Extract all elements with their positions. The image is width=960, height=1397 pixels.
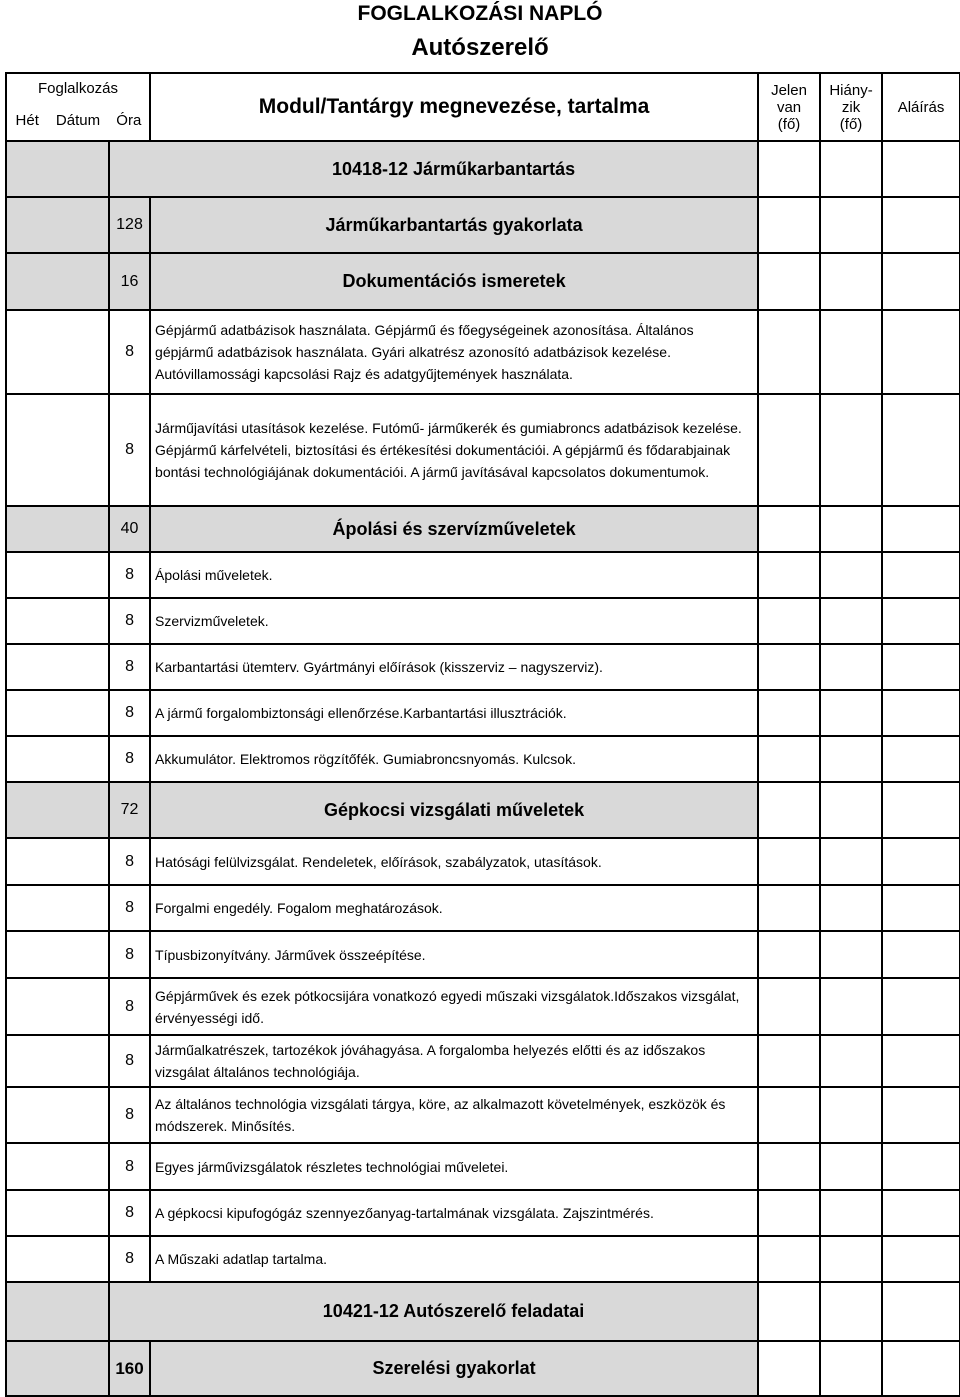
hianyzik-cell[interactable] bbox=[820, 931, 882, 978]
jelen-van-unit: (fő) bbox=[777, 115, 801, 133]
hianyzik-cell[interactable] bbox=[820, 141, 882, 197]
jelen-van-cell[interactable] bbox=[758, 736, 820, 782]
het-datum-cell[interactable] bbox=[6, 838, 109, 885]
alairas-cell[interactable] bbox=[882, 598, 960, 644]
hours-cell: 8 bbox=[109, 598, 150, 644]
het-datum-cell[interactable] bbox=[6, 690, 109, 736]
module-row bbox=[6, 1282, 960, 1341]
hours-cell: 128 bbox=[109, 197, 150, 253]
foglalkozas-label: Foglalkozás bbox=[37, 80, 119, 97]
hours-cell: 8 bbox=[109, 736, 150, 782]
hours-cell: 8 bbox=[109, 931, 150, 978]
jelen-van-cell[interactable] bbox=[758, 978, 820, 1035]
hianyzik-cell[interactable] bbox=[820, 394, 882, 506]
subject-row bbox=[6, 1341, 960, 1396]
content-row bbox=[6, 598, 960, 644]
topic-title: Gépkocsi vizsgálati műveletek bbox=[150, 782, 758, 838]
content-row bbox=[6, 1190, 960, 1236]
log-table bbox=[5, 72, 960, 1397]
jelen-van-cell[interactable] bbox=[758, 690, 820, 736]
hianyzik-cell[interactable] bbox=[820, 598, 882, 644]
het-datum-cell[interactable] bbox=[6, 1087, 109, 1143]
hours-cell: 8 bbox=[109, 1190, 150, 1236]
topic-row bbox=[6, 782, 960, 838]
content-row bbox=[6, 394, 960, 506]
het-datum-cell[interactable] bbox=[6, 552, 109, 598]
jelen-van-cell[interactable] bbox=[758, 394, 820, 506]
content-text: Ápolási műveletek. bbox=[150, 552, 758, 598]
alairas-cell[interactable] bbox=[882, 1236, 960, 1282]
het-datum-cell[interactable] bbox=[6, 978, 109, 1035]
jelen-van-cell[interactable] bbox=[758, 885, 820, 931]
alairas-cell[interactable] bbox=[882, 506, 960, 552]
hianyzik-cell[interactable] bbox=[820, 1190, 882, 1236]
het-datum-cell[interactable] bbox=[6, 1282, 109, 1341]
het-datum-cell[interactable] bbox=[6, 885, 109, 931]
content-text: Forgalmi engedély. Fogalom meghatározások. bbox=[150, 885, 758, 931]
page-subtitle: Autószerelő bbox=[411, 34, 549, 61]
hours-cell bbox=[109, 1282, 150, 1341]
topic-title: Ápolási és szervízműveletek bbox=[150, 506, 758, 552]
hours-cell: 8 bbox=[109, 690, 150, 736]
content-row bbox=[6, 552, 960, 598]
jelen-van-cell[interactable] bbox=[758, 1190, 820, 1236]
hours-cell: 8 bbox=[109, 394, 150, 506]
het-datum-cell[interactable] bbox=[6, 394, 109, 506]
content-row bbox=[6, 885, 960, 931]
jelen-van-label: Jelen van bbox=[771, 81, 807, 116]
hianyzik-cell[interactable] bbox=[820, 885, 882, 931]
jelen-van-cell[interactable] bbox=[758, 141, 820, 197]
hours-cell: 72 bbox=[109, 782, 150, 838]
content-row bbox=[6, 1236, 960, 1282]
alairas-cell[interactable] bbox=[882, 253, 960, 310]
content-text: Szervizműveletek. bbox=[150, 598, 758, 644]
hianyzik-cell[interactable] bbox=[820, 253, 882, 310]
ora-label: Óra bbox=[116, 112, 142, 129]
het-datum-cell[interactable] bbox=[6, 506, 109, 552]
alairas-cell[interactable] bbox=[882, 1087, 960, 1143]
jelen-van-header bbox=[758, 73, 820, 141]
alairas-cell[interactable] bbox=[882, 141, 960, 197]
jelen-van-cell[interactable] bbox=[758, 552, 820, 598]
het-datum-cell[interactable] bbox=[6, 310, 109, 394]
hianyzik-cell[interactable] bbox=[820, 552, 882, 598]
topic-title: Dokumentációs ismeretek bbox=[150, 253, 758, 310]
content-row bbox=[6, 736, 960, 782]
topic-row bbox=[6, 253, 960, 310]
hianyzik-cell[interactable] bbox=[820, 644, 882, 690]
het-datum-cell[interactable] bbox=[6, 1341, 109, 1396]
hianyzik-cell[interactable] bbox=[820, 197, 882, 253]
content-text: Hatósági felülvizsgálat. Rendeletek, előírások, szabályzatok, utasítások. bbox=[150, 838, 758, 885]
content-text: Egyes járművizsgálatok részletes technológiai műveletei. bbox=[150, 1143, 758, 1190]
jelen-van-cell[interactable] bbox=[758, 1341, 820, 1396]
alairas-cell[interactable] bbox=[882, 736, 960, 782]
hours-cell: 16 bbox=[109, 253, 150, 310]
het-datum-cell[interactable] bbox=[6, 1190, 109, 1236]
jelen-van-cell[interactable] bbox=[758, 506, 820, 552]
module-title: 10418-12 Járműkarbantartás bbox=[150, 141, 758, 197]
datum-label: Dátum bbox=[55, 112, 101, 129]
het-datum-cell[interactable] bbox=[6, 931, 109, 978]
het-datum-cell[interactable] bbox=[6, 141, 109, 197]
hours-cell: 8 bbox=[109, 310, 150, 394]
content-text: Típusbizonyítvány. Járművek összeépítése. bbox=[150, 931, 758, 978]
alairas-cell[interactable] bbox=[882, 197, 960, 253]
hianyzik-cell[interactable] bbox=[820, 736, 882, 782]
content-text: Járműalkatrészek, tartozékok jóváhagyása. A forgalomba helyezés előtti és az időszakos vizsgálat általános technológiája. bbox=[150, 1035, 758, 1087]
hianyzik-cell[interactable] bbox=[820, 1341, 882, 1396]
content-text: A gépkocsi kipufogógáz szennyezőanyag-tartalmának vizsgálata. Zajszintmérés. bbox=[150, 1190, 758, 1236]
jelen-van-cell[interactable] bbox=[758, 598, 820, 644]
jelen-van-cell[interactable] bbox=[758, 838, 820, 885]
hianyzik-cell[interactable] bbox=[820, 1035, 882, 1087]
modul-header: Modul/Tantárgy megnevezése, tartalma bbox=[150, 73, 758, 141]
content-text: Gépjármű adatbázisok használata. Gépjármű és főegységeinek azonosítása. Általános gépjármű adatbázisok használata. Gyári alkatrész azonosító adatbázisok kezelése. Autóvillamossági kapcsolási Rajz és adatgyűjtemények használata. bbox=[150, 310, 758, 394]
content-row bbox=[6, 1035, 960, 1087]
jelen-van-cell[interactable] bbox=[758, 253, 820, 310]
hours-cell: 8 bbox=[109, 978, 150, 1035]
hours-cell: 8 bbox=[109, 1236, 150, 1282]
content-text: Akkumulátor. Elektromos rögzítőfék. Gumiabroncsnyomás. Kulcsok. bbox=[150, 736, 758, 782]
hianyzik-cell[interactable] bbox=[820, 978, 882, 1035]
alairas-cell[interactable] bbox=[882, 644, 960, 690]
hianyzik-cell[interactable] bbox=[820, 1087, 882, 1143]
hours-cell: 8 bbox=[109, 838, 150, 885]
content-row bbox=[6, 644, 960, 690]
content-row bbox=[6, 1143, 960, 1190]
hianyzik-cell[interactable] bbox=[820, 1143, 882, 1190]
content-text: Az általános technológia vizsgálati tárgya, köre, az alkalmazott követelmények, eszközök és módszerek. Minősítés. bbox=[150, 1087, 758, 1143]
het-datum-cell[interactable] bbox=[6, 253, 109, 310]
foglalkozas-header bbox=[6, 73, 150, 141]
het-datum-cell[interactable] bbox=[6, 1236, 109, 1282]
jelen-van-cell[interactable] bbox=[758, 1282, 820, 1341]
alairas-cell[interactable] bbox=[882, 1341, 960, 1396]
hours-cell: 40 bbox=[109, 506, 150, 552]
alairas-cell[interactable] bbox=[882, 1143, 960, 1190]
content-row bbox=[6, 690, 960, 736]
hianyzik-unit: (fő) bbox=[839, 115, 863, 133]
alairas-cell[interactable] bbox=[882, 838, 960, 885]
subject-title: Szerelési gyakorlat bbox=[150, 1341, 758, 1396]
alairas-cell[interactable] bbox=[882, 978, 960, 1035]
hianyzik-cell[interactable] bbox=[820, 310, 882, 394]
jelen-van-cell[interactable] bbox=[758, 1143, 820, 1190]
het-label: Hét bbox=[15, 112, 39, 129]
module-title: 10421-12 Autószerelő feladatai bbox=[150, 1282, 758, 1341]
hianyzik-cell[interactable] bbox=[820, 782, 882, 838]
het-datum-cell[interactable] bbox=[6, 782, 109, 838]
alairas-header: Aláírás bbox=[882, 73, 960, 141]
het-datum-cell[interactable] bbox=[6, 598, 109, 644]
subject-row bbox=[6, 197, 960, 253]
hours-cell: 8 bbox=[109, 644, 150, 690]
jelen-van-cell[interactable] bbox=[758, 1236, 820, 1282]
hianyzik-cell[interactable] bbox=[820, 1236, 882, 1282]
hianyzik-cell[interactable] bbox=[820, 506, 882, 552]
hianyzik-label: Hiány-zik bbox=[829, 81, 873, 116]
alairas-cell[interactable] bbox=[882, 885, 960, 931]
het-datum-cell[interactable] bbox=[6, 644, 109, 690]
hours-cell: 8 bbox=[109, 1087, 150, 1143]
hours-cell: 8 bbox=[109, 552, 150, 598]
jelen-van-cell[interactable] bbox=[758, 197, 820, 253]
header-row bbox=[6, 73, 960, 141]
topic-row bbox=[6, 506, 960, 552]
hours-cell: 160 bbox=[109, 1341, 150, 1396]
content-row bbox=[6, 310, 960, 394]
content-text: A Műszaki adatlap tartalma. bbox=[150, 1236, 758, 1282]
alairas-cell[interactable] bbox=[882, 310, 960, 394]
alairas-cell[interactable] bbox=[882, 1035, 960, 1087]
content-text: A jármű forgalombiztonsági ellenőrzése.Karbantartási illusztrációk. bbox=[150, 690, 758, 736]
jelen-van-cell[interactable] bbox=[758, 1035, 820, 1087]
alairas-cell[interactable] bbox=[882, 1282, 960, 1341]
hours-cell: 8 bbox=[109, 885, 150, 931]
alairas-cell[interactable] bbox=[882, 931, 960, 978]
log-body bbox=[6, 141, 960, 1396]
module-row bbox=[6, 141, 960, 197]
het-datum-cell[interactable] bbox=[6, 1035, 109, 1087]
hianyzik-header bbox=[820, 73, 882, 141]
hours-cell: 8 bbox=[109, 1035, 150, 1087]
het-datum-cell[interactable] bbox=[6, 197, 109, 253]
page-title: FOGLALKOZÁSI NAPLÓ bbox=[357, 2, 603, 25]
hianyzik-cell[interactable] bbox=[820, 690, 882, 736]
jelen-van-cell[interactable] bbox=[758, 1087, 820, 1143]
alairas-cell[interactable] bbox=[882, 1190, 960, 1236]
het-datum-cell[interactable] bbox=[6, 736, 109, 782]
jelen-van-cell[interactable] bbox=[758, 310, 820, 394]
hours-cell bbox=[109, 141, 150, 197]
alairas-cell[interactable] bbox=[882, 782, 960, 838]
alairas-cell[interactable] bbox=[882, 552, 960, 598]
jelen-van-cell[interactable] bbox=[758, 931, 820, 978]
hianyzik-cell[interactable] bbox=[820, 1282, 882, 1341]
hours-cell: 8 bbox=[109, 1143, 150, 1190]
hianyzik-cell[interactable] bbox=[820, 838, 882, 885]
content-text: Járműjavítási utasítások kezelése. Futómű- járműkerék és gumiabroncs adatbázisok kezelése. Gépjármű kárfelvételi, biztosítási és értékesítési dokumentációi. A gépjármű és fődarabjainak bontási technológiájának dokumentációi. A jármű javításával kapcsolatos dokumentumok. bbox=[150, 394, 758, 506]
content-row bbox=[6, 931, 960, 978]
content-row bbox=[6, 978, 960, 1035]
alairas-cell[interactable] bbox=[882, 690, 960, 736]
jelen-van-cell[interactable] bbox=[758, 782, 820, 838]
jelen-van-cell[interactable] bbox=[758, 644, 820, 690]
content-row bbox=[6, 838, 960, 885]
content-text: Karbantartási ütemterv. Gyártmányi előírások (kisszerviz – nagyszerviz). bbox=[150, 644, 758, 690]
alairas-cell[interactable] bbox=[882, 394, 960, 506]
subject-title: Járműkarbantartás gyakorlata bbox=[150, 197, 758, 253]
het-datum-cell[interactable] bbox=[6, 1143, 109, 1190]
content-row bbox=[6, 1087, 960, 1143]
content-text: Gépjárművek és ezek pótkocsijára vonatkozó egyedi műszaki vizsgálatok.Időszakos vizsgálat, érvényességi idő. bbox=[150, 978, 758, 1035]
